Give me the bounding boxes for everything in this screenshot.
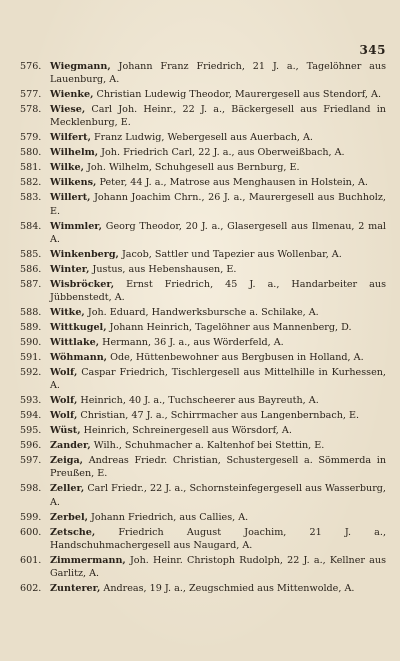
list-item xyxy=(20,306,386,319)
entry-body xyxy=(50,161,386,174)
entry-text: Carl Joh. Heinr., 22 J. a., Bäckergesell aus Friedland in Mecklenburg, E. xyxy=(50,104,386,129)
entry-number: 578. xyxy=(20,104,42,116)
entry-number: 588. xyxy=(20,307,42,319)
entry-name: Winter, xyxy=(50,263,90,275)
entry-text: Carl Friedr., 22 J. a., Schornsteinfegergesell aus Wasserburg, A. xyxy=(50,483,386,508)
list-item xyxy=(20,131,386,144)
list-item xyxy=(20,409,386,422)
entry-body xyxy=(50,554,386,580)
entry-number: 601. xyxy=(20,554,42,566)
list-item xyxy=(20,511,386,524)
entry-body xyxy=(50,131,386,144)
entry-text: Ode, Hüttenbewohner aus Bergbusen in Holland, A. xyxy=(110,352,364,364)
entry-number: 577. xyxy=(20,89,42,101)
list-item xyxy=(20,454,386,480)
entry-number: 590. xyxy=(20,337,42,349)
list-item xyxy=(20,336,386,349)
entry-number: 602. xyxy=(20,583,42,595)
entry-number: 598. xyxy=(20,483,42,495)
entry-name: Wisbröcker, xyxy=(50,278,115,290)
list-item xyxy=(20,351,386,364)
entry-text: Christian, 47 J. a., Schirrmacher aus Langenbernbach, E. xyxy=(80,410,360,422)
entry-body xyxy=(50,146,386,159)
entry-body xyxy=(50,248,386,261)
list-item xyxy=(20,439,386,452)
entry-text: Andreas, 19 J. a., Zeugschmied aus Mittenwolde, A. xyxy=(103,583,355,595)
page-number: 345 xyxy=(359,43,386,57)
entry-number: 586. xyxy=(20,263,42,275)
entry-text: Wilh., Schuhmacher a. Kaltenhof bei Stettin, E. xyxy=(93,440,325,452)
entry-name: Zimmermann, xyxy=(50,554,126,566)
entry-number: 599. xyxy=(20,511,42,523)
list-item xyxy=(20,582,386,595)
list-item xyxy=(20,103,386,129)
entry-text: Justus, aus Hebenshausen, E. xyxy=(92,263,237,275)
list-item xyxy=(20,263,386,276)
entry-body xyxy=(50,263,386,276)
entry-name: Wimmler, xyxy=(50,220,102,232)
entry-name: Wilfert, xyxy=(50,132,91,144)
entry-text: Franz Ludwig, Webergesell aus Auerbach, A. xyxy=(94,132,313,144)
entry-body xyxy=(50,526,386,552)
list-item xyxy=(20,526,386,552)
entry-name: Wiese, xyxy=(50,104,86,116)
entry-text: Johann Friedrich, aus Callies, A. xyxy=(91,511,249,523)
entry-text: Johann Joachim Chrn., 26 J. a., Maurergesell aus Buchholz, E. xyxy=(50,192,386,217)
entry-text: Ernst Friedrich, 45 J. a., Handarbeiter aus Jübbenstedt, A. xyxy=(50,278,386,304)
entry-name: Wöhmann, xyxy=(50,352,108,364)
entry-number: 600. xyxy=(20,526,42,538)
entry-name: Wiegmann, xyxy=(50,61,111,72)
entry-name: Wilhelm, xyxy=(50,147,99,159)
entry-number: 585. xyxy=(20,248,42,260)
entry-number: 592. xyxy=(20,367,42,379)
entry-text: Andreas Friedr. Christian, Schustergesell a. Sömmerda in Preußen, E. xyxy=(50,455,386,480)
entry-body xyxy=(50,482,386,508)
list-item xyxy=(20,554,386,580)
entry-name: Wüst, xyxy=(50,425,81,437)
entry-number: 596. xyxy=(20,440,42,452)
entry-text: Joh. Eduard, Handwerksbursche a. Schilake, A. xyxy=(87,307,319,319)
entry-name: Zeiga, xyxy=(50,455,84,467)
list-item xyxy=(20,191,386,217)
entry-name: Wittlake, xyxy=(50,337,100,349)
entry-name: Wolf, xyxy=(50,367,78,379)
entry-number: 582. xyxy=(20,177,42,189)
entry-body xyxy=(50,351,386,364)
entry-text: Caspar Friedrich, Tischlergesell aus Mittelhille in Kurhessen, A. xyxy=(50,367,386,392)
entry-name: Zeller, xyxy=(50,483,85,495)
entry-name: Winkenberg, xyxy=(50,248,119,260)
entry-body xyxy=(50,582,386,595)
entry-number: 594. xyxy=(20,410,42,422)
entry-body xyxy=(50,394,386,407)
entry-body xyxy=(50,191,386,217)
entry-text: Joh. Wilhelm, Schuhgesell aus Bernburg, E. xyxy=(87,162,300,174)
entry-number: 583. xyxy=(20,192,42,204)
entry-text: Joh. Heinr. Christoph Rudolph, 22 J. a., Kellner aus Garlitz, A. xyxy=(50,554,386,580)
list-item xyxy=(20,482,386,508)
entry-name: Zerbel, xyxy=(50,511,88,523)
entry-body xyxy=(50,409,386,422)
entry-body xyxy=(50,306,386,319)
entry-body xyxy=(50,454,386,480)
list-item xyxy=(20,424,386,437)
entry-body xyxy=(50,103,386,129)
entry-text: Georg Theodor, 20 J. a., Glasergesell aus Ilmenau, 2 mal A. xyxy=(50,220,386,245)
list-item xyxy=(20,394,386,407)
entry-name: Willert, xyxy=(50,192,91,204)
list-item xyxy=(20,60,386,86)
entry-name: Wolf, xyxy=(50,410,78,422)
entry-body xyxy=(50,424,386,437)
entry-body xyxy=(50,439,386,452)
entry-name: Zunterer, xyxy=(50,583,101,595)
entry-text: Heinrich, Schreinergesell aus Wörsdorf, A. xyxy=(83,425,292,437)
entry-body xyxy=(50,511,386,524)
entry-name: Witke, xyxy=(50,307,85,319)
entry-number: 591. xyxy=(20,352,42,364)
entry-body xyxy=(50,278,386,304)
entry-number: 581. xyxy=(20,162,42,174)
entry-text: Peter, 44 J. a., Matrose aus Menghausen in Holstein, A. xyxy=(99,177,368,189)
entry-number: 584. xyxy=(20,220,42,232)
entry-number: 597. xyxy=(20,455,42,467)
list-item xyxy=(20,146,386,159)
list-item xyxy=(20,161,386,174)
entry-number: 580. xyxy=(20,147,42,159)
list-item xyxy=(20,278,386,304)
entry-text: Johann Franz Friedrich, 21 J. a., Tagelöhner aus Lauenburg, A. xyxy=(50,61,386,86)
entry-number: 589. xyxy=(20,322,42,334)
entry-number: 593. xyxy=(20,395,42,407)
entry-text: Friedrich August Joachim, 21 J. a., Handschuhmachergesell aus Naugard, A. xyxy=(50,526,386,551)
entry-body xyxy=(50,321,386,334)
entry-body xyxy=(50,220,386,246)
entry-body xyxy=(50,88,386,101)
entry-number: 587. xyxy=(20,278,42,290)
entry-text: Heinrich, 40 J. a., Tuchscheerer aus Bayreuth, A. xyxy=(80,395,319,407)
entry-text: Johann Heinrich, Tagelöhner aus Mannenberg, D. xyxy=(109,322,352,334)
entry-name: Zander, xyxy=(50,440,91,452)
entry-body xyxy=(50,366,386,392)
entry-text: Joh. Friedrich Carl, 22 J. a., aus Oberweißbach, A. xyxy=(101,147,345,159)
entry-body xyxy=(50,60,386,86)
entry-body xyxy=(50,336,386,349)
entry-text: Christian Ludewig Theodor, Maurergesell aus Stendorf, A. xyxy=(96,89,381,101)
entry-name: Wienke, xyxy=(50,89,94,101)
entry-body xyxy=(50,176,386,189)
list-item xyxy=(20,176,386,189)
entry-list xyxy=(20,60,386,595)
list-item xyxy=(20,366,386,392)
entry-name: Wolf, xyxy=(50,395,78,407)
entry-number: 595. xyxy=(20,425,42,437)
entry-name: Wittkugel, xyxy=(50,322,107,334)
entry-name: Zetsche, xyxy=(50,526,96,538)
list-item xyxy=(20,248,386,261)
entry-name: Wilkens, xyxy=(50,177,97,189)
list-item xyxy=(20,220,386,246)
entry-number: 576. xyxy=(20,61,42,72)
entry-text: Jacob, Sattler und Tapezier aus Wollenbar, A. xyxy=(121,248,342,260)
entry-name: Wilke, xyxy=(50,162,84,174)
entry-number: 579. xyxy=(20,132,42,144)
entry-text: Hermann, 36 J. a., aus Wörderfeld, A. xyxy=(102,337,284,349)
list-item xyxy=(20,321,386,334)
list-item xyxy=(20,88,386,101)
